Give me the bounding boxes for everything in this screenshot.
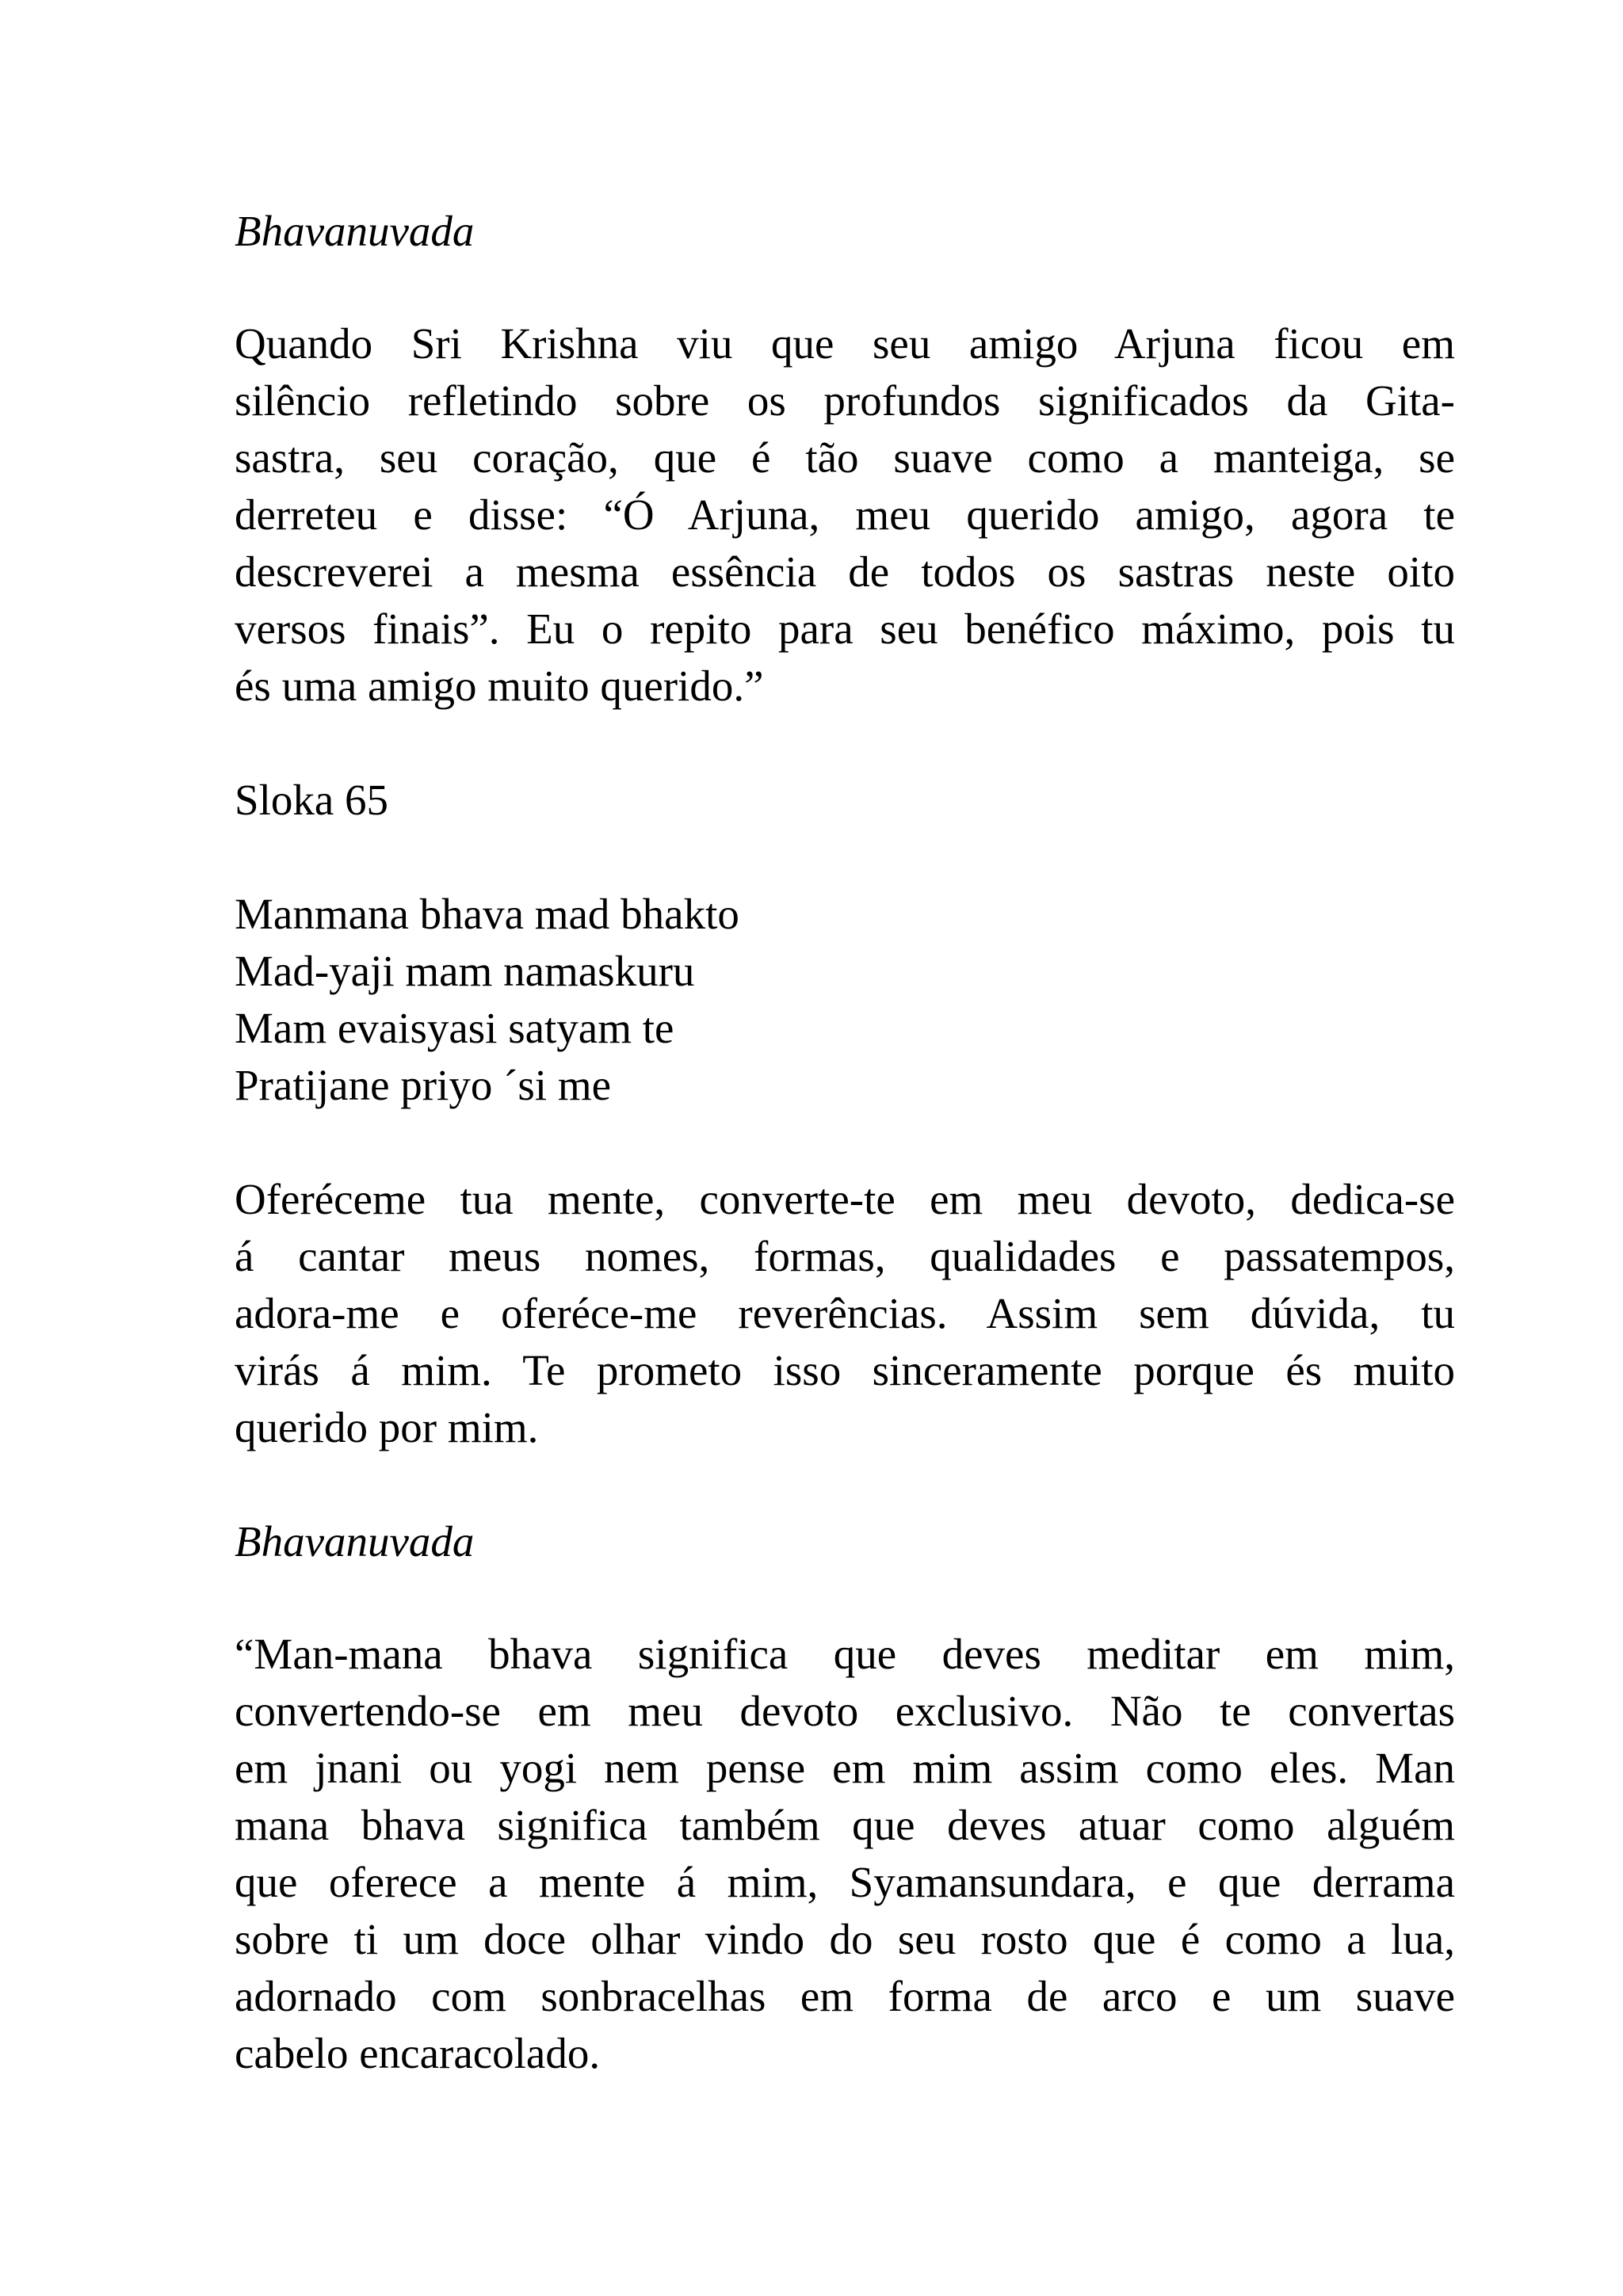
document-page xyxy=(235,203,1455,2082)
paragraph-line: derreteu e disse: “Ó Arjuna, meu querido amigo, agora te xyxy=(235,490,1455,539)
translation-paragraph xyxy=(235,1171,1455,1456)
section-heading-bhavanuvada-1: Bhavanuvada xyxy=(235,207,475,255)
paragraph-line: sobre ti um doce olhar vindo do seu rosto que é como a lua, xyxy=(235,1915,1455,1963)
paragraph-line: adornado com sonbracelhas em forma de arco e um suave xyxy=(235,1972,1455,2020)
paragraph-line: mana bhava significa também que deves atuar como alguém xyxy=(235,1801,1455,1849)
commentary-paragraph-1 xyxy=(235,315,1455,715)
sloka-title: Sloka 65 xyxy=(235,776,389,824)
paragraph-line: silêncio refletindo sobre os profundos significados da Gita- xyxy=(235,376,1455,425)
paragraph-line: que oferece a mente á mim, Syamansundara, e que derrama xyxy=(235,1858,1455,1906)
paragraph-line: “Man-mana bhava significa que deves meditar em mim, xyxy=(235,1630,1455,1678)
commentary-paragraph-2 xyxy=(235,1626,1455,2082)
paragraph-line: descreverei a mesma essência de todos os sastras neste oito xyxy=(235,547,1455,596)
verse-line: Manmana bhava mad bhakto xyxy=(235,890,739,938)
paragraph-line: em jnani ou yogi nem pense em mim assim como eles. Man xyxy=(235,1744,1455,1792)
paragraph-line: cabelo encaracolado. xyxy=(235,2029,601,2077)
paragraph-line: versos finais”. Eu o repito para seu benéfico máximo, pois tu xyxy=(235,605,1455,653)
verse-line: Pratijane priyo ´si me xyxy=(235,1061,612,1109)
section-heading-bhavanuvada-2: Bhavanuvada xyxy=(235,1517,475,1566)
paragraph-line: á cantar meus nomes, formas, qualidades e passatempos, xyxy=(235,1232,1455,1280)
paragraph-line: adora-me e oferéce-me reverências. Assim sem dúvida, tu xyxy=(235,1289,1455,1337)
paragraph-line: Quando Sri Krishna viu que seu amigo Arjuna ficou em xyxy=(235,319,1455,368)
verse-line: Mad-yaji mam namaskuru xyxy=(235,947,695,995)
paragraph-line: Oferéceme tua mente, converte-te em meu devoto, dedica-se xyxy=(235,1175,1455,1223)
sloka-verse xyxy=(235,886,1455,1114)
paragraph-line: querido por mim. xyxy=(235,1403,539,1451)
verse-line: Mam evaisyasi satyam te xyxy=(235,1004,674,1052)
paragraph-line: és uma amigo muito querido.” xyxy=(235,662,764,710)
paragraph-line: sastra, seu coração, que é tão suave como a manteiga, se xyxy=(235,433,1455,482)
paragraph-line: virás á mim. Te prometo isso sinceramente porque és muito xyxy=(235,1346,1455,1394)
paragraph-line: convertendo-se em meu devoto exclusivo. Não te convertas xyxy=(235,1687,1455,1735)
